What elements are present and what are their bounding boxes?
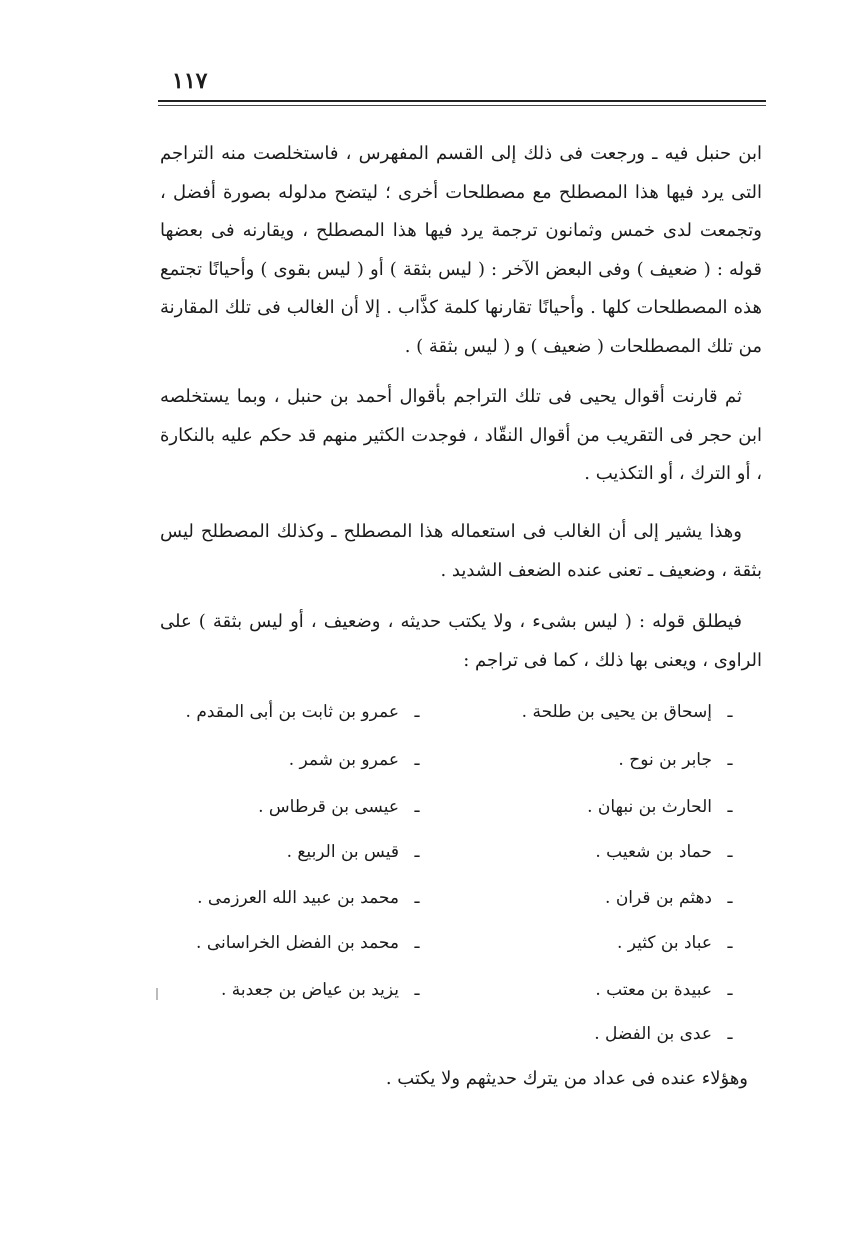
closing-line: وهؤلاء عنده فى عداد من يترك حديثهم ولا يكتب . [385, 1068, 748, 1089]
list-item [605, 888, 748, 908]
list-row [160, 842, 762, 888]
paragraph-4: فيطلق قوله : ( ليس بشىء ، ولا يكتب حديثه ، وضعيف ، أو ليس بثقة ) على الراوى ، ويعنى بها ذلك ، كما فى تراجم : [160, 611, 762, 671]
dash-marker: ـ [727, 933, 733, 953]
narrator-name: إسحاق بن يحيى بن طلحة . [521, 702, 712, 722]
dash-marker: ـ [727, 702, 733, 722]
list-item [289, 750, 435, 770]
list-item [618, 750, 748, 770]
dash-marker: ـ [414, 797, 420, 817]
dash-marker: ـ [727, 842, 733, 862]
paragraph-2: ثم قارنت أقوال يحيى فى تلك التراجم بأقوال أحمد بن حنبل ، وبما يستخلصه ابن حجر فى التقريب من أقوال النقّاد ، فوجدت الكثير منهم قد حكم عليه بالنكارة ، أو الترك ، أو التكذيب . [160, 386, 762, 485]
dash-marker: ـ [414, 933, 420, 953]
narrator-name: عباد بن كثير . [616, 933, 712, 953]
dash-marker: ـ [727, 750, 733, 770]
dash-marker: ـ [414, 702, 420, 722]
narrator-name: يزيد بن عياض بن جعدبة . [220, 980, 399, 1000]
dash-marker: ـ [727, 797, 733, 817]
narrator-name: جابر بن نوح . [618, 750, 712, 770]
paragraph-1: ابن حنبل فيه ـ ورجعت فى ذلك إلى القسم المفهرس ، فاستخلصت منه التراجم التى يرد فيها هذا المصطلح مع مصطلحات أخرى ؛ ليتضح مدلوله بصورة أفضل ، وتجمعت لدى خمس وثمانون ترجمة يرد فيها هذا المصطلح ، ويقارنه فى بعضها قوله : ( ضعيف ) وفى البعض الآخر : ( ليس بثقة ) أو ( ليس بقوى ) وأحيانًا تجتمع هذه المصطلحات كلها . وأحيانًا تقارنها كلمة كذَّاب . إلا أن الغالب فى تلك المقارنة من تلك المصطلحات ( ضعيف ) و ( ليس بثقة ) . [160, 143, 762, 357]
list-item [258, 797, 435, 817]
dash-marker: ـ [727, 1024, 733, 1044]
page-number: ١١٧ [172, 68, 208, 94]
narrator-name: محمد بن الفضل الخراسانى . [196, 933, 399, 953]
list-item [197, 888, 435, 908]
list-item [595, 842, 748, 862]
list-row [160, 797, 762, 843]
list-item [594, 1024, 748, 1044]
dash-marker: ـ [727, 888, 733, 908]
list-item [196, 933, 435, 953]
narrator-name: عبيدة بن معتب . [595, 980, 712, 1000]
list-item [522, 702, 748, 722]
dash-marker: ـ [414, 750, 420, 770]
narrator-name: عيسى بن قرطاس . [258, 797, 399, 817]
narrator-name: عدى بن الفضل . [594, 1024, 712, 1044]
header-rule [158, 100, 766, 106]
list-row [160, 750, 762, 796]
list-item [287, 842, 435, 862]
narrator-name: عمرو بن ثابت بن أبى المقدم . [185, 702, 399, 722]
narrator-name: الحارث بن نبهان . [587, 797, 712, 817]
narrator-name: حماد بن شعيب . [595, 842, 712, 862]
narrator-name: دهثم بن قران . [605, 888, 712, 908]
paragraph-3: وهذا يشير إلى أن الغالب فى استعماله هذا المصطلح ـ وكذلك المصطلح ليس بثقة ، وضعيف ـ تعنى عنده الضعف الشديد . [160, 521, 762, 581]
list-item [587, 797, 748, 817]
list-row [160, 888, 762, 934]
dash-marker: ـ [727, 980, 733, 1000]
list-item [595, 980, 748, 1000]
list-item [221, 980, 435, 1000]
dash-marker: ـ [414, 980, 420, 1000]
narrator-name: قيس بن الربيع . [286, 842, 399, 862]
list-item [617, 933, 748, 953]
narrator-name: عمرو بن شمر . [288, 750, 399, 770]
narrator-name: محمد بن عبيد الله العرزمى . [197, 888, 399, 908]
list-item [186, 702, 435, 722]
dash-marker: ـ [414, 842, 420, 862]
list-row [160, 1024, 762, 1070]
list-row [160, 702, 762, 748]
dash-marker: ـ [414, 888, 420, 908]
list-row [160, 933, 762, 979]
scan-speck [156, 988, 158, 1000]
list-row [160, 980, 762, 1026]
